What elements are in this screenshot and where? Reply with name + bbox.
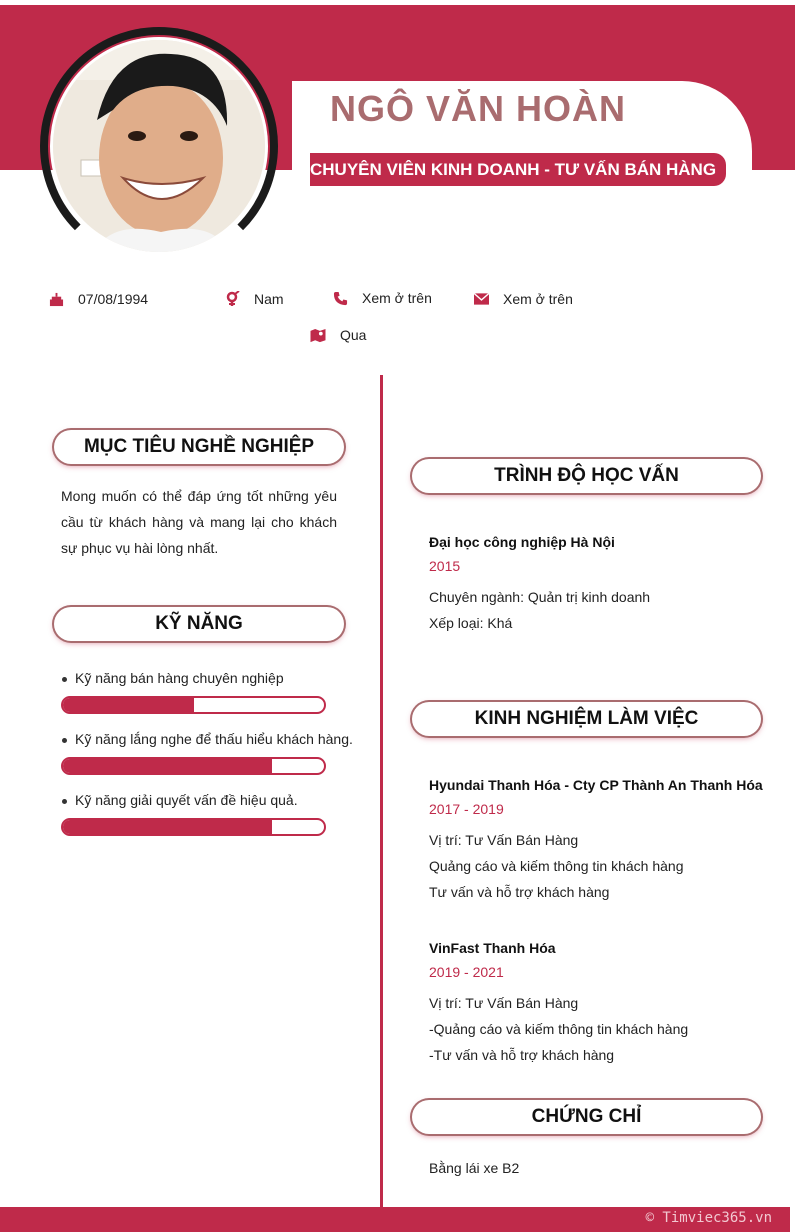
footer-brand[interactable]: © Timviec365.vn [645, 1210, 772, 1226]
skill-item [62, 731, 353, 747]
skill-item [62, 792, 298, 808]
experience-line: Vị trí: Tư Vấn Bán Hàng [429, 832, 579, 848]
skill-bar [61, 757, 326, 775]
email-value: Xem ở trên [503, 291, 573, 307]
map-icon [310, 328, 326, 343]
experience-line: -Quảng cáo và kiếm thông tin khách hàng [429, 1021, 689, 1037]
avatar [53, 40, 265, 252]
experience-line: Tư vấn và hỗ trợ khách hàng [429, 884, 610, 900]
experience-period: 2017 - 2019 [429, 801, 504, 817]
birthday-value: 07/08/1994 [78, 291, 149, 307]
candidate-name: NGÔ VĂN HOÀN [330, 88, 627, 129]
skill-item [62, 670, 284, 686]
experience-line: -Tư vấn và hỗ trợ khách hàng [429, 1047, 615, 1063]
email-info [474, 291, 573, 307]
gender-value: Nam [254, 291, 284, 307]
address-value: Qua [340, 327, 367, 343]
skill-bar-fill [63, 820, 272, 834]
birthday-info [49, 291, 148, 307]
objective-text: Mong muốn có thể đáp ứng tốt những yêu cầu từ khách hàng và mang lại cho khách sự phục vụ hài lòng nhất. [61, 488, 337, 556]
mail-icon [474, 293, 489, 305]
address-info [310, 327, 366, 343]
skill-label: Kỹ năng bán hàng chuyên nghiệp [75, 670, 284, 686]
experience-heading: KINH NGHIỆM LÀM VIỆC [412, 702, 761, 736]
experience-company: VinFast Thanh Hóa [429, 940, 556, 956]
experience-company: Hyundai Thanh Hóa - Cty CP Thành An Thanh Hóa [429, 777, 763, 793]
certificate-item: Bằng lái xe B2 [429, 1160, 520, 1176]
skill-bar-fill [63, 759, 272, 773]
education-line: Chuyên ngành: Quản trị kinh doanh [429, 589, 651, 605]
cake-icon [49, 292, 64, 307]
education-year: 2015 [429, 558, 461, 574]
skill-label: Kỹ năng lắng nghe để thấu hiểu khách hàng. [75, 731, 353, 747]
phone-info [333, 290, 432, 306]
education-line: Xếp loại: Khá [429, 615, 513, 631]
skill-label: Kỹ năng giải quyết vấn đề hiệu quả. [75, 792, 298, 808]
phone-value: Xem ở trên [362, 290, 432, 306]
objective-heading: MỤC TIÊU NGHỀ NGHIỆP [54, 430, 344, 464]
experience-line: Vị trí: Tư Vấn Bán Hàng [429, 995, 579, 1011]
skill-bar [61, 696, 326, 714]
gender-info [226, 291, 284, 307]
skill-bar-fill [63, 698, 194, 712]
skill-bar [61, 818, 326, 836]
column-divider [380, 375, 383, 1207]
skills-heading: KỸ NĂNG [54, 607, 344, 641]
education-school: Đại học công nghiệp Hà Nội [429, 534, 615, 550]
education-heading: TRÌNH ĐỘ HỌC VẤN [412, 459, 761, 493]
experience-period: 2019 - 2021 [429, 964, 504, 980]
job-title: CHUYÊN VIÊN KINH DOANH - TƯ VẤN BÁN HÀNG [310, 153, 726, 186]
footer-band [0, 1207, 790, 1232]
phone-icon [333, 291, 348, 306]
gender-icon [226, 291, 240, 307]
certificates-heading: CHỨNG CHỈ [412, 1100, 761, 1134]
experience-line: Quảng cáo và kiếm thông tin khách hàng [429, 858, 684, 874]
